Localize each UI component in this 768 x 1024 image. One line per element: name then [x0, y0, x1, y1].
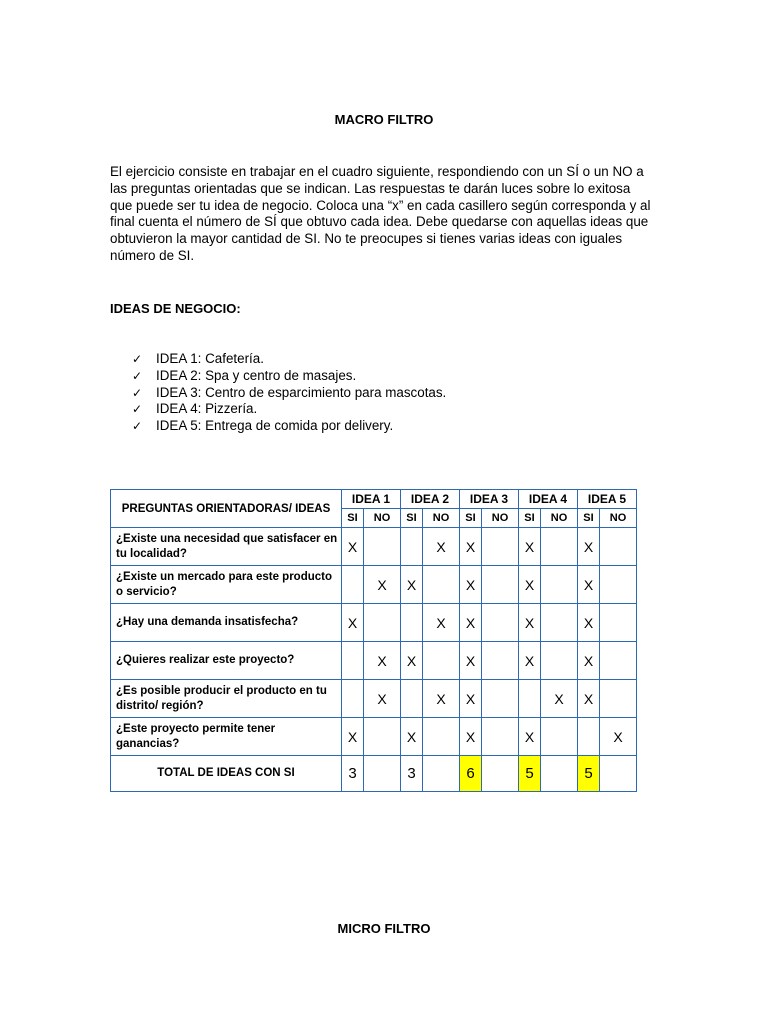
answer-cell: X [460, 528, 482, 566]
answer-cell [541, 642, 578, 680]
total-cell: 3 [342, 756, 364, 792]
answer-cell [401, 528, 423, 566]
answer-cell [342, 566, 364, 604]
question-cell: ¿Este proyecto permite tener ganancias? [111, 718, 342, 756]
idea-label: IDEA 2: Spa y centro de masajes. [156, 367, 357, 383]
total-label: TOTAL DE IDEAS CON SI [111, 756, 342, 792]
table-row [111, 566, 637, 604]
table-row [111, 528, 637, 566]
answer-cell [600, 528, 637, 566]
answer-cell [600, 680, 637, 718]
answer-cell: X [519, 718, 541, 756]
checkmark-icon: ✓ [132, 352, 143, 366]
answer-cell: X [578, 528, 600, 566]
total-cell: 6 [460, 756, 482, 792]
answer-cell: X [342, 528, 364, 566]
answer-cell [423, 566, 460, 604]
table-row [111, 680, 637, 718]
answer-cell: X [364, 566, 401, 604]
si-header: SI [519, 509, 541, 528]
answer-cell: X [364, 680, 401, 718]
list-item [132, 368, 446, 385]
answer-cell: X [578, 604, 600, 642]
answer-cell: X [519, 604, 541, 642]
idea-label: IDEA 5: Entrega de comida por delivery. [156, 418, 394, 434]
answer-cell: X [578, 680, 600, 718]
total-cell: 3 [401, 756, 423, 792]
checkmark-icon: ✓ [132, 419, 143, 434]
answer-cell [423, 718, 460, 756]
answer-cell [578, 718, 600, 756]
answer-cell [541, 566, 578, 604]
si-header: SI [401, 509, 423, 528]
answer-cell: X [460, 566, 482, 604]
list-item [132, 418, 446, 435]
idea-header: IDEA 2 [401, 490, 460, 509]
answer-cell: X [541, 680, 578, 718]
total-cell [541, 756, 578, 792]
answer-cell [600, 642, 637, 680]
answer-cell [423, 642, 460, 680]
answer-cell: X [460, 718, 482, 756]
macro-filter-table [110, 489, 637, 792]
ideas-heading: IDEAS DE NEGOCIO: [110, 301, 241, 316]
idea-label: IDEA 1: Cafetería. [156, 351, 264, 366]
answer-cell: X [423, 528, 460, 566]
answer-cell: X [342, 604, 364, 642]
answer-cell: X [460, 680, 482, 718]
answer-cell [541, 718, 578, 756]
header-question: PREGUNTAS ORIENTADORAS/ IDEAS [111, 490, 342, 528]
no-header: NO [600, 509, 637, 528]
question-cell: ¿Existe una necesidad que satisfacer en tu localidad? [111, 528, 342, 566]
idea-header: IDEA 1 [342, 490, 401, 509]
table-row [111, 642, 637, 680]
checkmark-icon: ✓ [132, 385, 143, 400]
answer-cell [342, 680, 364, 718]
question-cell: ¿Es posible producir el producto en tu distrito/ región? [111, 680, 342, 718]
answer-cell [482, 680, 519, 718]
answer-cell: X [364, 642, 401, 680]
question-cell: ¿Hay una demanda insatisfecha? [111, 604, 342, 642]
answer-cell [364, 528, 401, 566]
list-item [132, 351, 446, 368]
answer-cell: X [460, 604, 482, 642]
answer-cell [401, 680, 423, 718]
answer-cell: X [519, 566, 541, 604]
answer-cell: X [578, 566, 600, 604]
total-cell: 5 [519, 756, 541, 792]
idea-label: IDEA 4: Pizzería. [156, 401, 258, 417]
question-cell: ¿Existe un mercado para este producto o servicio? [111, 566, 342, 604]
table-row [111, 604, 637, 642]
idea-header: IDEA 4 [519, 490, 578, 509]
answer-cell [482, 566, 519, 604]
ideas-list [132, 351, 446, 435]
answer-cell: X [401, 642, 423, 680]
question-cell: ¿Quieres realizar este proyecto? [111, 642, 342, 680]
checkmark-icon: ✓ [132, 368, 143, 383]
answer-cell [482, 528, 519, 566]
answer-cell [342, 642, 364, 680]
answer-cell: X [578, 642, 600, 680]
answer-cell [600, 604, 637, 642]
total-row [111, 756, 637, 792]
answer-cell: X [423, 680, 460, 718]
answer-cell [600, 566, 637, 604]
list-item [132, 385, 446, 402]
total-cell: 5 [578, 756, 600, 792]
answer-cell: X [423, 604, 460, 642]
answer-cell: X [460, 642, 482, 680]
total-cell [423, 756, 460, 792]
answer-cell [541, 528, 578, 566]
total-cell [364, 756, 401, 792]
answer-cell [541, 604, 578, 642]
si-header: SI [460, 509, 482, 528]
answer-cell [401, 604, 423, 642]
si-header: SI [342, 509, 364, 528]
page-title: MACRO FILTRO [334, 112, 434, 127]
idea-label: IDEA 3: Centro de esparcimiento para mascotas. [156, 384, 447, 400]
answer-cell [519, 680, 541, 718]
no-header: NO [541, 509, 578, 528]
idea-header: IDEA 3 [460, 490, 519, 509]
intro-paragraph: El ejercicio consiste en trabajar en el cuadro siguiente, respondiendo con un SÍ o un NO a las preguntas orientadas que se indican. Las respuestas te darán luces sobre lo exitosa que puede ser tu idea de negocio. Coloca una “x” en cada casillero según corresponda y al final cuenta el número de SÍ que obtuvo cada idea. Debe quedarse con aquellas ideas que obtuvieron la mayor cantidad de SI. No te preocupes si tienes varias ideas con iguales número de SI. [110, 164, 651, 263]
answer-cell: X [401, 718, 423, 756]
answer-cell: X [600, 718, 637, 756]
no-header: NO [423, 509, 460, 528]
answer-cell: X [519, 528, 541, 566]
list-item [132, 401, 446, 418]
idea-header: IDEA 5 [578, 490, 637, 509]
answer-cell [482, 604, 519, 642]
no-header: NO [364, 509, 401, 528]
si-header: SI [578, 509, 600, 528]
total-cell [482, 756, 519, 792]
answer-cell: X [519, 642, 541, 680]
answer-cell [364, 604, 401, 642]
answer-cell [482, 718, 519, 756]
table-row [111, 718, 637, 756]
checkmark-icon: ✓ [132, 402, 143, 417]
answer-cell: X [342, 718, 364, 756]
answer-cell: X [401, 566, 423, 604]
answer-cell [482, 642, 519, 680]
total-cell [600, 756, 637, 792]
answer-cell [364, 718, 401, 756]
no-header: NO [482, 509, 519, 528]
section-title: MICRO FILTRO [337, 921, 431, 936]
